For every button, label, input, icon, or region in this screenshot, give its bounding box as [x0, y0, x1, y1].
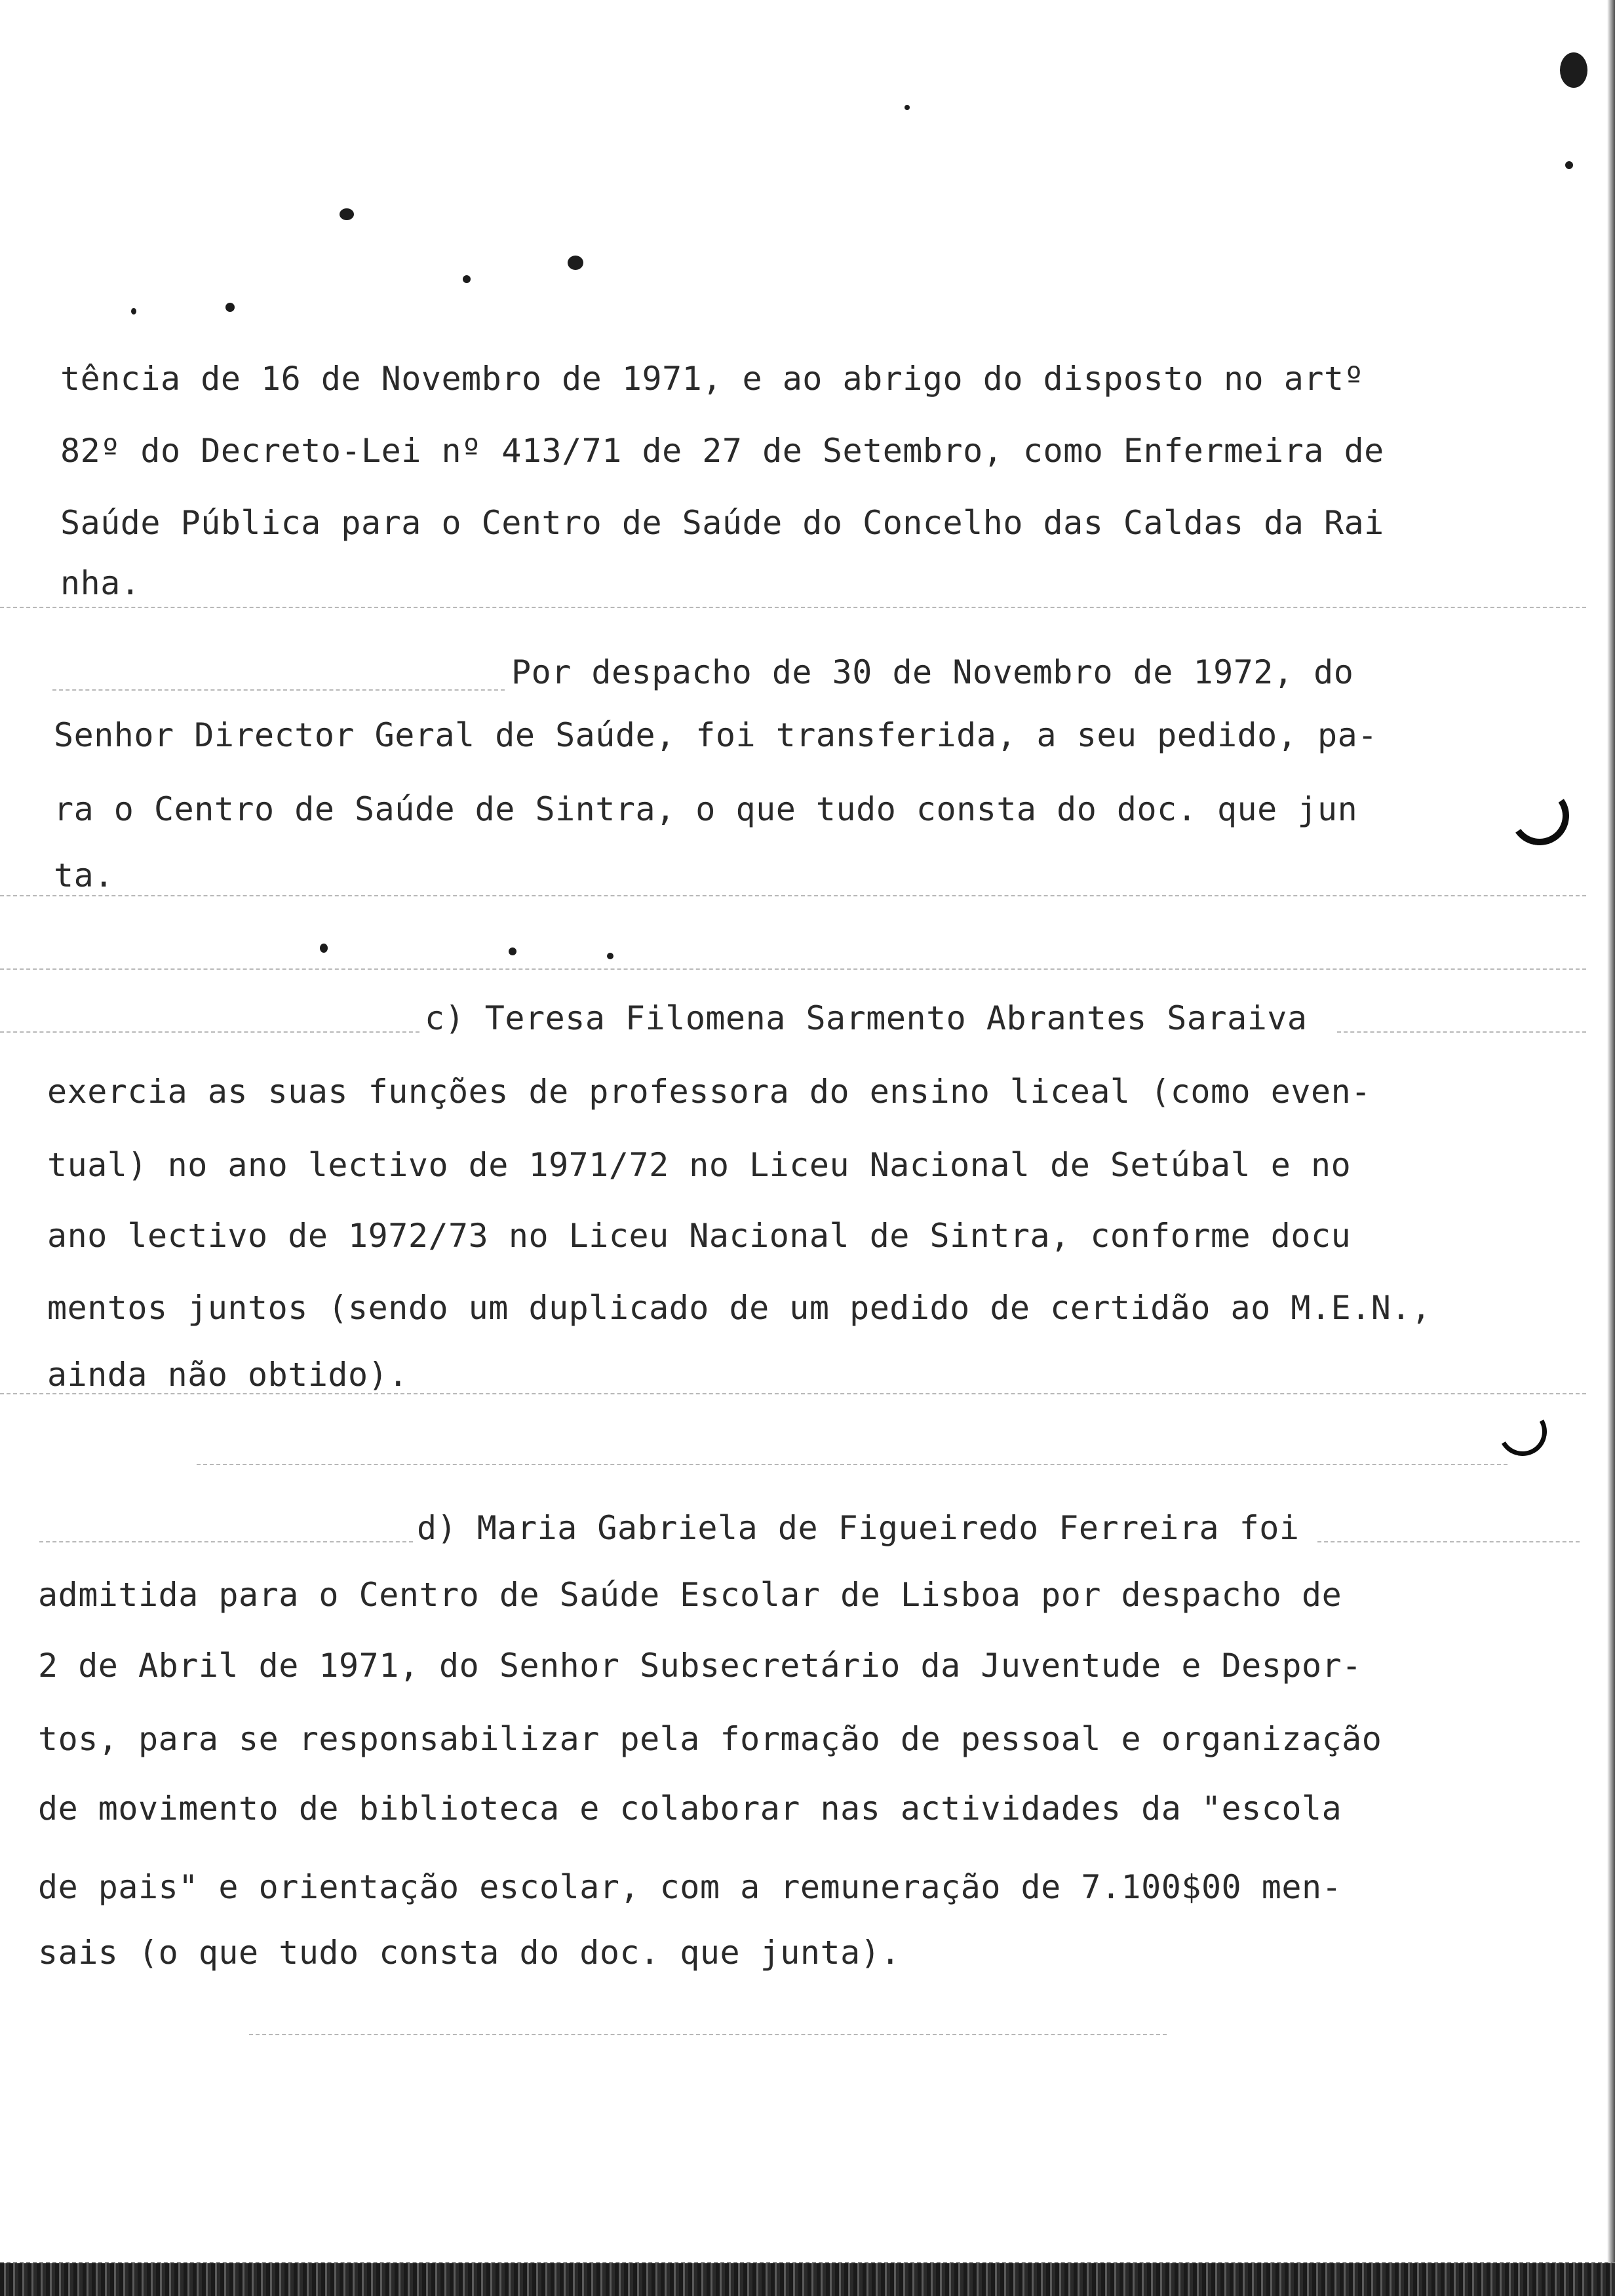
ink-speck [463, 275, 471, 283]
ink-speck [320, 944, 328, 953]
page-edge-shadow [1607, 0, 1615, 2296]
filler-rule [0, 1031, 419, 1033]
text-line-15: d) Maria Gabriela de Figueiredo Ferreira foi [417, 1509, 1300, 1547]
filler-rule [0, 607, 1586, 608]
text-line-10: exercia as suas funções de professora do ensino liceal (como even- [47, 1073, 1371, 1111]
text-line-8: ta. [54, 856, 114, 894]
filler-rule [0, 895, 1586, 896]
ink-speck [1565, 161, 1573, 169]
text-line-13: mentos juntos (sendo um duplicado de um pedido de certidão ao M.E.N., [47, 1289, 1431, 1327]
filler-rule [0, 1393, 1586, 1394]
text-line-18: tos, para se responsabilizar pela formação de pessoal e organização [38, 1720, 1382, 1758]
text-line-19: de movimento de biblioteca e colaborar nas actividades da "escola [38, 1789, 1342, 1827]
filler-rule [197, 1464, 1508, 1465]
text-line-16: admitida para o Centro de Saúde Escolar de Lisboa por despacho de [38, 1576, 1342, 1614]
filler-rule [1337, 1031, 1586, 1033]
text-line-9: c) Teresa Filomena Sarmento Abrantes Saraiva [425, 999, 1308, 1037]
ink-speck [1560, 52, 1587, 88]
text-line-17: 2 de Abril de 1971, do Senhor Subsecretário da Juventude e Despor- [38, 1647, 1362, 1685]
scan-bottom-edge [0, 2263, 1615, 2296]
text-line-7: ra o Centro de Saúde de Sintra, o que tudo consta do doc. que jun [54, 790, 1358, 828]
filler-rule [52, 689, 505, 691]
ink-speck [509, 947, 516, 955]
text-line-1: tência de 16 de Novembro de 1971, e ao abrigo do disposto no artº [60, 360, 1365, 398]
ink-speck [905, 105, 910, 110]
filler-rule [249, 2034, 1167, 2035]
filler-rule [39, 1541, 413, 1542]
text-line-3: Saúde Pública para o Centro de Saúde do Concelho das Caldas da Rai [60, 504, 1384, 542]
punch-hole-mark [1506, 782, 1574, 850]
ink-speck [607, 953, 613, 959]
filler-rule [1317, 1541, 1580, 1542]
text-line-20: de pais" e orientação escolar, com a remuneração de 7.100$00 men- [38, 1868, 1342, 1906]
text-line-5: Por despacho de 30 de Novembro de 1972, do [511, 653, 1354, 691]
ink-speck [225, 303, 235, 312]
text-line-11: tual) no ano lectivo de 1971/72 no Liceu Nacional de Setúbal e no [47, 1146, 1352, 1184]
ink-speck [340, 208, 354, 220]
text-line-6: Senhor Director Geral de Saúde, foi transferida, a seu pedido, pa- [54, 716, 1378, 754]
filler-rule [0, 968, 1586, 970]
ink-speck [568, 256, 583, 270]
text-line-12: ano lectivo de 1972/73 no Liceu Nacional de Sintra, conforme docu [47, 1217, 1352, 1255]
text-line-2: 82º do Decreto-Lei nº 413/71 de 27 de Setembro, como Enfermeira de [60, 432, 1384, 470]
text-line-21: sais (o que tudo consta do doc. que junta). [38, 1934, 901, 1972]
punch-hole-mark [1493, 1402, 1553, 1462]
text-line-14: ainda não obtido). [47, 1356, 408, 1394]
ink-speck [131, 308, 136, 315]
text-line-4: nha. [60, 564, 141, 602]
